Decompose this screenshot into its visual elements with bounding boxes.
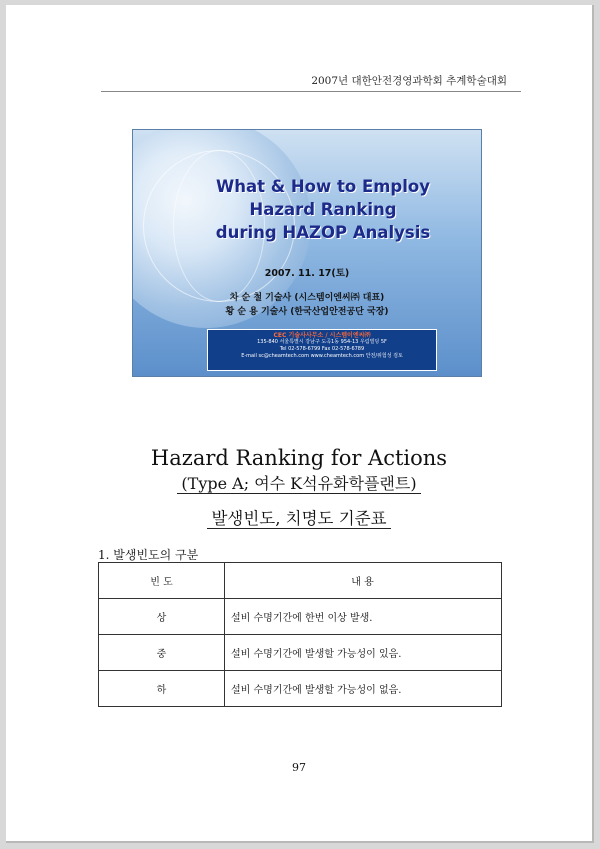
slide-contact-line: E-mail sc@cheamtech.com www.cheamtech.com 안전/위험성 검토 <box>241 353 403 359</box>
slide-date: 2007. 11. 17(토) <box>264 268 350 279</box>
main-title: Hazard Ranking for Actions <box>150 446 448 470</box>
frequency-table <box>98 562 502 707</box>
table-cell-description: 설비 수명기간에 발생할 가능성이 있음. <box>225 635 502 671</box>
slide-author: 차 순 철 기술사 (시스템이엔씨㈜ 대표) <box>229 293 385 303</box>
slide-contact-line: 135-840 서울특별시 강남구 도곡1동 954-13 우림빌딩 5F <box>257 339 387 345</box>
slide-title <box>193 175 453 244</box>
slide-contact-line: Tel 02-578-6799 Fax 02-578-6789 <box>279 346 365 352</box>
table-cell-frequency: 상 <box>99 599 225 635</box>
header-rule <box>101 91 521 92</box>
running-header: 2007년 대한안전경영과학회 추계학술대회 <box>311 75 507 87</box>
table-cell-frequency: 중 <box>99 635 225 671</box>
slide-author: 황 순 용 기술사 (한국산업안전공단 국장) <box>225 307 389 317</box>
slide-title-line: Hazard Ranking <box>249 200 397 219</box>
table-cell-frequency: 하 <box>99 671 225 707</box>
table-header-cell: 내 용 <box>225 563 502 599</box>
title-slide-image <box>132 129 482 377</box>
slide-contact-line: CEC 기술사사무소 / 시스템이엔씨㈜ <box>273 332 371 339</box>
document-page <box>6 5 594 843</box>
table-row <box>99 599 502 635</box>
table-row <box>99 635 502 671</box>
table-header-row <box>99 563 502 599</box>
table-header-cell: 빈 도 <box>99 563 225 599</box>
table-cell-description: 설비 수명기간에 발생할 가능성이 없음. <box>225 671 502 707</box>
slide-title-line: What & How to Employ <box>216 177 430 196</box>
table-row <box>99 671 502 707</box>
page-number: 97 <box>292 761 306 774</box>
slide-title-line: during HAZOP Analysis <box>215 223 431 242</box>
slide-contact-box <box>207 329 437 371</box>
section-label: 1. 발생빈도의 구분 <box>98 548 199 562</box>
table-title-text: 발생빈도, 치명도 기준표 <box>207 509 390 529</box>
sub-title <box>6 471 592 494</box>
sub-title-text: (Type A; 여수 K석유화학플랜트) <box>177 474 420 494</box>
table-cell-description: 설비 수명기간에 한번 이상 발생. <box>225 599 502 635</box>
table-title <box>6 505 592 529</box>
